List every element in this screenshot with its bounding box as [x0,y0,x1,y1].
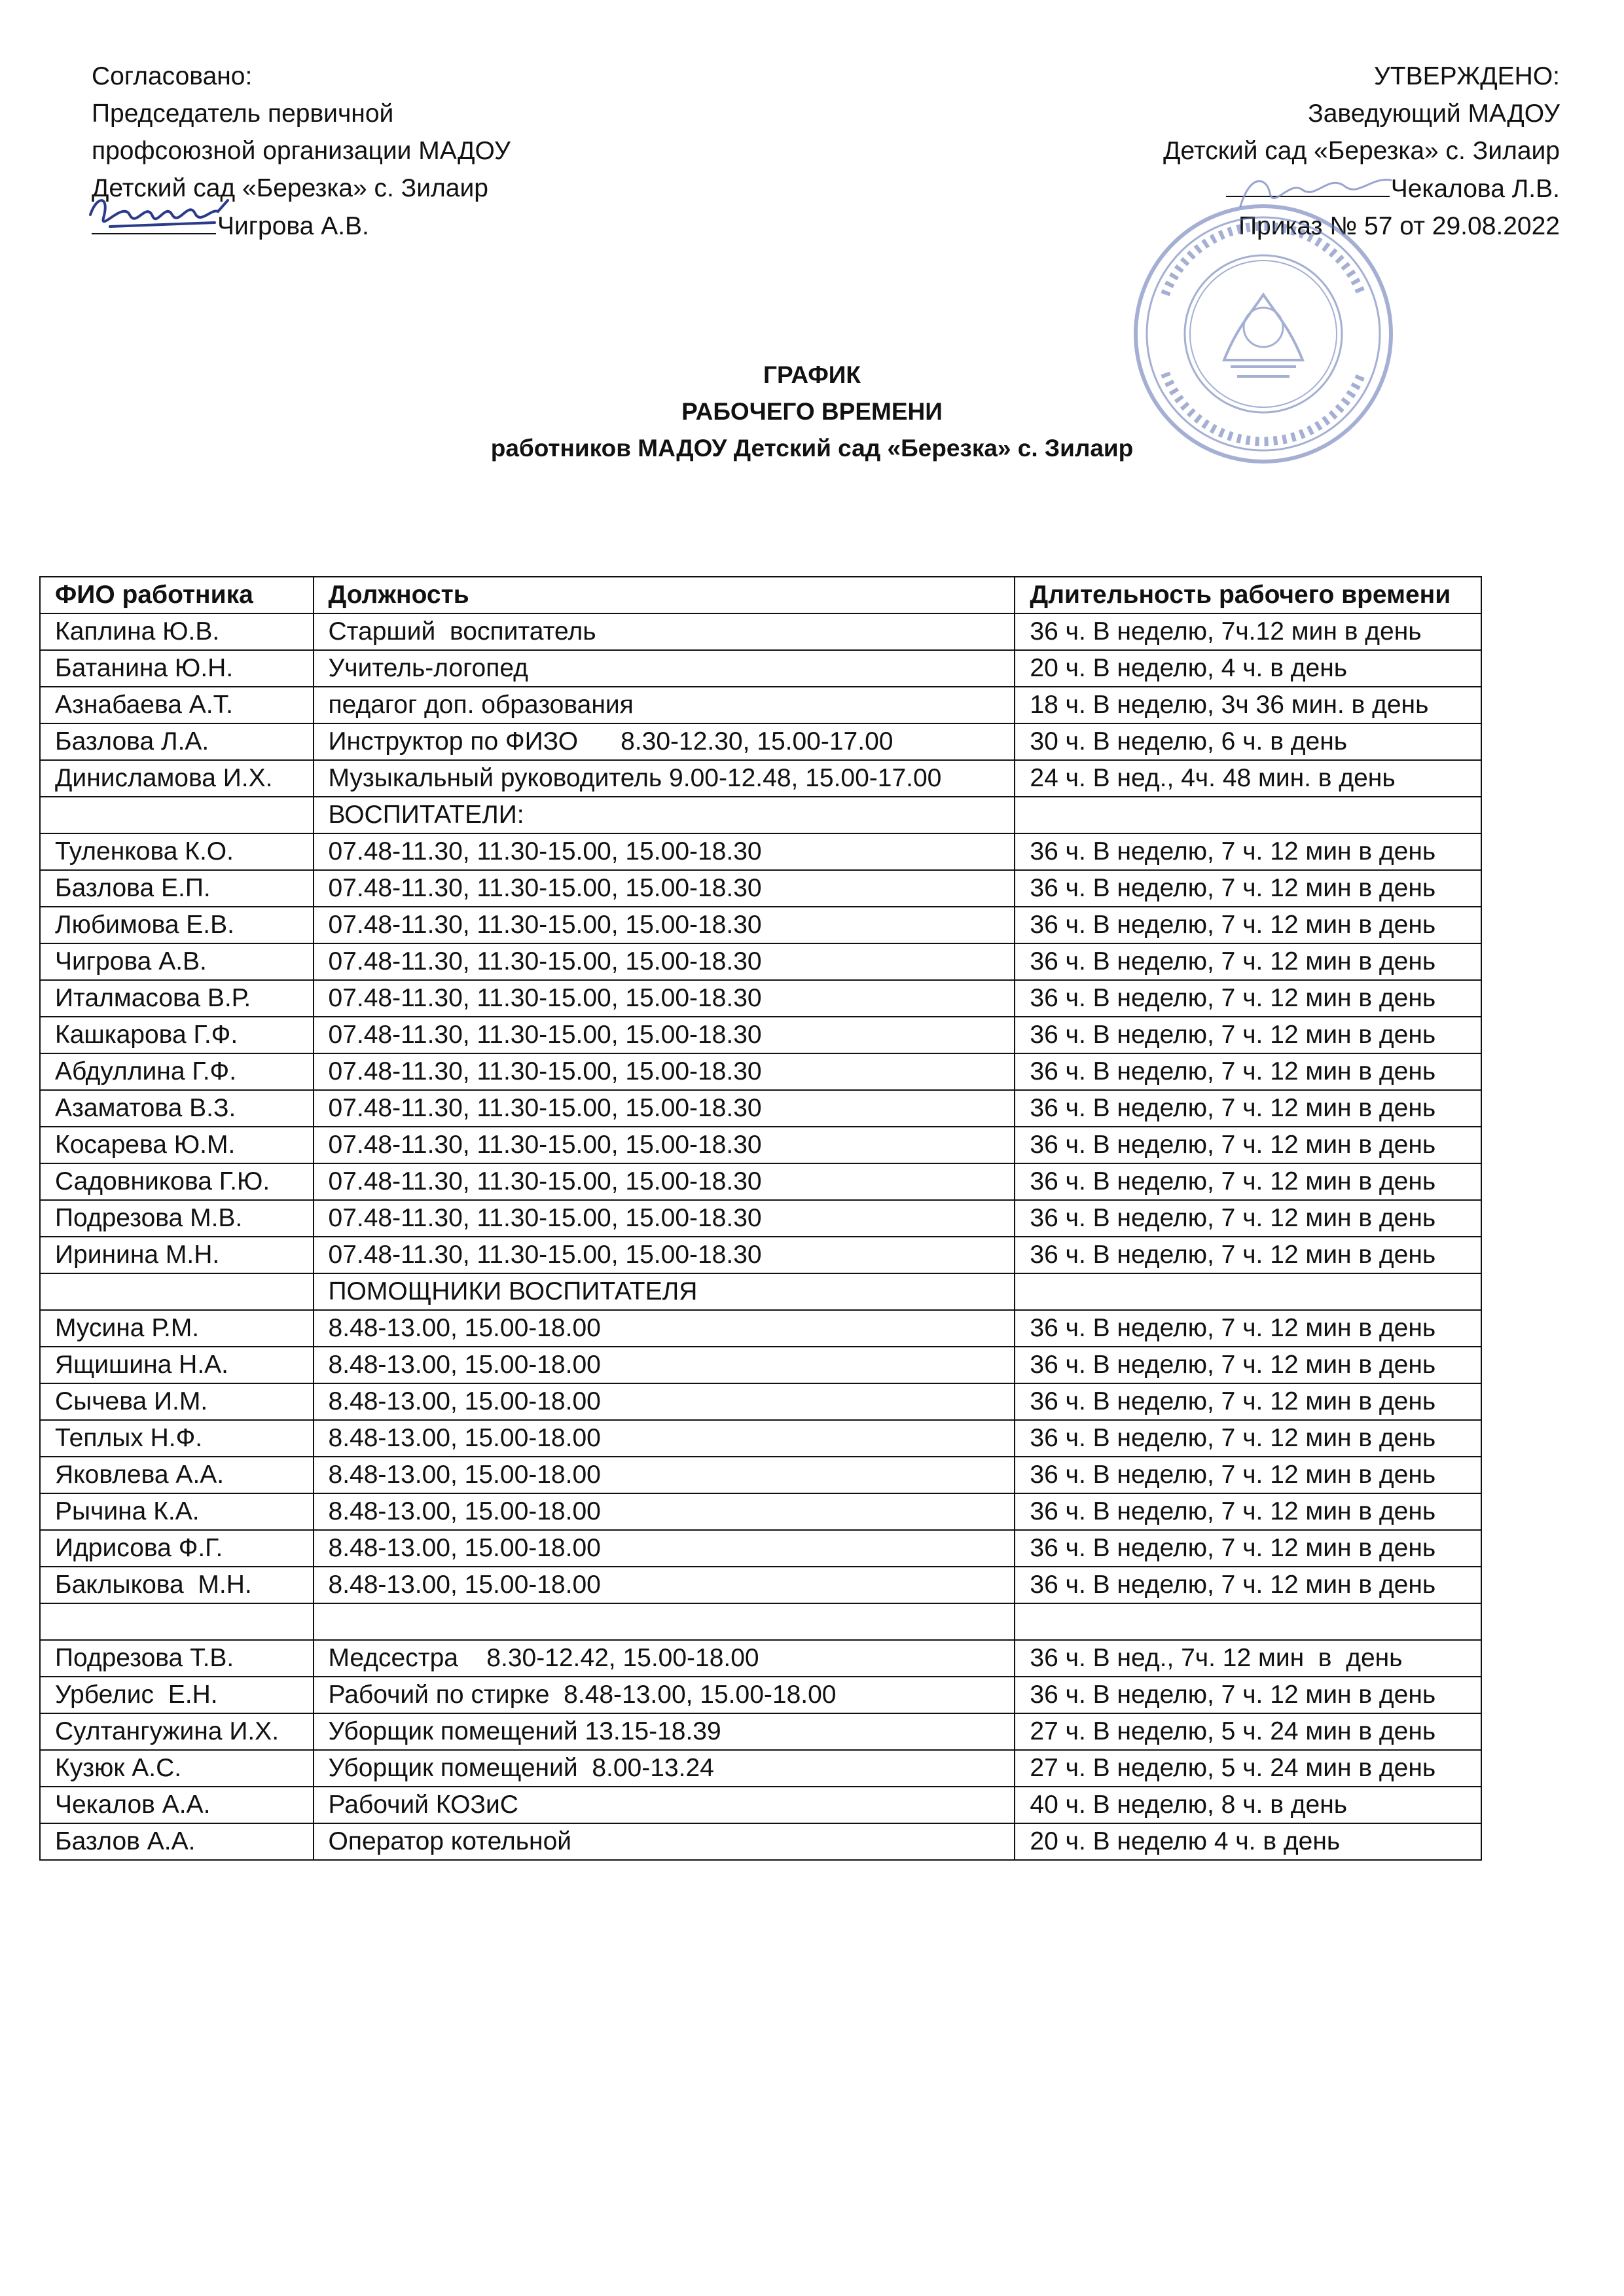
cell-name [40,1603,314,1640]
header-duration: Длительность рабочего времени [1015,577,1481,613]
cell-duration: 36 ч. В нед., 7ч. 12 мин в день [1015,1640,1481,1677]
cell-duration: 36 ч. В неделю, 7 ч. 12 мин в день [1015,907,1481,943]
cell-name: Идрисова Ф.Г. [40,1530,314,1567]
cell-duration: 36 ч. В неделю, 7 ч. 12 мин в день [1015,1237,1481,1273]
cell-name: Каплина Ю.В. [40,613,314,650]
agreement-heading: Согласовано: [92,62,253,90]
agreement-position-line1: Председатель первичной [92,100,394,128]
cell-position: 07.48-11.30, 11.30-15.00, 15.00-18.30 [314,833,1015,870]
cell-duration: 36 ч. В неделю, 7 ч. 12 мин в день [1015,1530,1481,1567]
table-row [40,1237,1481,1273]
table-row [40,760,1481,797]
cell-name [40,797,314,833]
cell-position: 07.48-11.30, 11.30-15.00, 15.00-18.30 [314,943,1015,980]
cell-duration: 36 ч. В неделю, 7 ч. 12 мин в день [1015,1017,1481,1053]
cell-duration: 36 ч. В неделю, 7 ч. 12 мин в день [1015,1420,1481,1457]
cell-position [314,1603,1015,1640]
title-line3: работников МАДОУ Детский сад «Березка» с. Зилаир [490,435,1134,462]
cell-duration: 36 ч. В неделю, 7 ч. 12 мин в день [1015,1053,1481,1090]
cell-position: Инструктор по ФИЗО 8.30-12.30, 15.00-17.00 [314,723,1015,760]
cell-position: Оператор котельной [314,1823,1015,1860]
cell-name: Италмасова В.Р. [40,980,314,1017]
cell-position: педагог доп. образования [314,687,1015,723]
cell-duration: 36 ч. В неделю, 7 ч. 12 мин в день [1015,1457,1481,1493]
cell-name: Батанина Ю.Н. [40,650,314,687]
cell-duration [1015,1273,1481,1310]
table-row [40,1420,1481,1457]
cell-position: 07.48-11.30, 11.30-15.00, 15.00-18.30 [314,1053,1015,1090]
cell-duration: 18 ч. В неделю, 3ч 36 мин. в день [1015,687,1481,723]
agreement-position-line3: Детский сад «Березка» с. Зилаир [92,174,488,202]
cell-position: 07.48-11.30, 11.30-15.00, 15.00-18.30 [314,1200,1015,1237]
table-row [40,1053,1481,1090]
cell-name: Азнабаева А.Т. [40,687,314,723]
cell-duration: 27 ч. В неделю, 5 ч. 24 мин в день [1015,1713,1481,1750]
cell-duration: 36 ч. В неделю, 7 ч. 12 мин в день [1015,1493,1481,1530]
cell-duration: 20 ч. В неделю, 4 ч. в день [1015,650,1481,687]
approval-block [1163,58,1560,245]
cell-duration: 36 ч. В неделю, 7 ч. 12 мин в день [1015,1090,1481,1127]
cell-name: Подрезова М.В. [40,1200,314,1237]
cell-name: Султангужина И.Х. [40,1713,314,1750]
cell-name: Динисламова И.Х. [40,760,314,797]
work-schedule-table [39,576,1482,1861]
cell-position: 8.48-13.00, 15.00-18.00 [314,1347,1015,1383]
table-row [40,687,1481,723]
cell-position: 8.48-13.00, 15.00-18.00 [314,1383,1015,1420]
signature-blank [92,207,216,234]
cell-position: Медсестра 8.30-12.42, 15.00-18.00 [314,1640,1015,1677]
cell-position: 07.48-11.30, 11.30-15.00, 15.00-18.30 [314,870,1015,907]
signature-blank [1226,170,1390,197]
cell-duration: 40 ч. В неделю, 8 ч. в день [1015,1787,1481,1823]
document-title [0,357,1624,467]
table-row [40,870,1481,907]
agreement-block [92,58,511,245]
approval-signatory: Чекалова Л.В. [1390,175,1560,203]
header-position: Должность [314,577,1015,613]
cell-name: Подрезова Т.В. [40,1640,314,1677]
header-name: ФИО работника [40,577,314,613]
cell-duration: 36 ч. В неделю, 7 ч. 12 мин в день [1015,1200,1481,1237]
cell-duration: 36 ч. В неделю, 7 ч. 12 мин в день [1015,1567,1481,1603]
table-row [40,1603,1481,1640]
table-row [40,723,1481,760]
table-row [40,1383,1481,1420]
cell-name: Баклыкова М.Н. [40,1567,314,1603]
table-row [40,1163,1481,1200]
table-row [40,1017,1481,1053]
cell-position: Старший воспитатель [314,613,1015,650]
cell-name: Чекалов А.А. [40,1787,314,1823]
cell-duration: 30 ч. В неделю, 6 ч. в день [1015,723,1481,760]
cell-position: Рабочий по стирке 8.48-13.00, 15.00-18.00 [314,1677,1015,1713]
cell-duration: 36 ч. В неделю, 7 ч. 12 мин в день [1015,1383,1481,1420]
table-row [40,797,1481,833]
cell-position: ВОСПИТАТЕЛИ: [314,797,1015,833]
table-row [40,1090,1481,1127]
cell-position: Уборщик помещений 8.00-13.24 [314,1750,1015,1787]
cell-name: Яковлева А.А. [40,1457,314,1493]
cell-position: 07.48-11.30, 11.30-15.00, 15.00-18.30 [314,1127,1015,1163]
cell-position: 07.48-11.30, 11.30-15.00, 15.00-18.30 [314,1090,1015,1127]
cell-duration: 36 ч. В неделю, 7 ч. 12 мин в день [1015,1310,1481,1347]
approval-heading: УТВЕРЖДЕНО: [1374,62,1560,90]
cell-name: Сычева И.М. [40,1383,314,1420]
table-row [40,1457,1481,1493]
cell-position: 8.48-13.00, 15.00-18.00 [314,1567,1015,1603]
cell-name: Мусина Р.М. [40,1310,314,1347]
table-row [40,1493,1481,1530]
table-row [40,1530,1481,1567]
table-row [40,1310,1481,1347]
cell-name: Базлова Е.П. [40,870,314,907]
cell-name: Азаматова В.З. [40,1090,314,1127]
table-row [40,1677,1481,1713]
cell-duration: 36 ч. В неделю, 7 ч. 12 мин в день [1015,1347,1481,1383]
cell-position: 07.48-11.30, 11.30-15.00, 15.00-18.30 [314,1163,1015,1200]
table-row [40,980,1481,1017]
cell-position: Уборщик помещений 13.15-18.39 [314,1713,1015,1750]
cell-name: Рычина К.А. [40,1493,314,1530]
table-row [40,1347,1481,1383]
cell-name: Садовникова Г.Ю. [40,1163,314,1200]
approval-position-line2: Детский сад «Березка» с. Зилаир [1163,137,1560,165]
table-row [40,1640,1481,1677]
cell-name: Ящишина Н.А. [40,1347,314,1383]
cell-name: Кашкарова Г.Ф. [40,1017,314,1053]
approval-order: Приказ № 57 от 29.08.2022 [1238,212,1560,240]
table-row [40,1787,1481,1823]
cell-position: 07.48-11.30, 11.30-15.00, 15.00-18.30 [314,907,1015,943]
cell-position: 07.48-11.30, 11.30-15.00, 15.00-18.30 [314,1017,1015,1053]
cell-duration [1015,1603,1481,1640]
cell-position: 8.48-13.00, 15.00-18.00 [314,1457,1015,1493]
cell-name [40,1273,314,1310]
cell-duration: 36 ч. В неделю, 7 ч. 12 мин в день [1015,1163,1481,1200]
agreement-signatory: Чигрова А.В. [217,212,369,240]
cell-duration: 36 ч. В неделю, 7ч.12 мин в день [1015,613,1481,650]
cell-name: Базлов А.А. [40,1823,314,1860]
table-row [40,943,1481,980]
table-row [40,1273,1481,1310]
table-row [40,1127,1481,1163]
cell-position: 8.48-13.00, 15.00-18.00 [314,1310,1015,1347]
table-row [40,1567,1481,1603]
table-row [40,833,1481,870]
cell-position: ПОМОЩНИКИ ВОСПИТАТЕЛЯ [314,1273,1015,1310]
cell-position: Учитель-логопед [314,650,1015,687]
table-row [40,1200,1481,1237]
cell-name: Теплых Н.Ф. [40,1420,314,1457]
cell-position: 07.48-11.30, 11.30-15.00, 15.00-18.30 [314,980,1015,1017]
cell-name: Кузюк А.С. [40,1750,314,1787]
cell-duration [1015,797,1481,833]
cell-name: Любимова Е.В. [40,907,314,943]
cell-duration: 36 ч. В неделю, 7 ч. 12 мин в день [1015,943,1481,980]
cell-duration: 27 ч. В неделю, 5 ч. 24 мин в день [1015,1750,1481,1787]
cell-duration: 36 ч. В неделю, 7 ч. 12 мин в день [1015,980,1481,1017]
cell-name: Иринина М.Н. [40,1237,314,1273]
table-row [40,1750,1481,1787]
cell-name: Абдуллина Г.Ф. [40,1053,314,1090]
approval-signature-line [1163,170,1560,208]
cell-name: Туленкова К.О. [40,833,314,870]
cell-duration: 24 ч. В нед., 4ч. 48 мин. в день [1015,760,1481,797]
cell-position: 8.48-13.00, 15.00-18.00 [314,1530,1015,1567]
cell-position: Рабочий КОЗиС [314,1787,1015,1823]
cell-duration: 36 ч. В неделю, 7 ч. 12 мин в день [1015,870,1481,907]
cell-name: Чигрова А.В. [40,943,314,980]
table-body [40,613,1481,1860]
agreement-signature-line [92,207,511,245]
cell-position: 8.48-13.00, 15.00-18.00 [314,1493,1015,1530]
cell-name: Косарева Ю.М. [40,1127,314,1163]
cell-position: 07.48-11.30, 11.30-15.00, 15.00-18.30 [314,1237,1015,1273]
table-row [40,613,1481,650]
cell-name: Урбелис Е.Н. [40,1677,314,1713]
table-row [40,650,1481,687]
cell-position: 8.48-13.00, 15.00-18.00 [314,1420,1015,1457]
table-header-row [40,577,1481,613]
agreement-position-line2: профсоюзной организации МАДОУ [92,137,511,165]
cell-duration: 36 ч. В неделю, 7 ч. 12 мин в день [1015,1127,1481,1163]
title-line1: ГРАФИК [763,361,861,388]
table-row [40,1713,1481,1750]
cell-duration: 36 ч. В неделю, 7 ч. 12 мин в день [1015,1677,1481,1713]
cell-name: Базлова Л.А. [40,723,314,760]
table-row [40,1823,1481,1860]
cell-duration: 20 ч. В неделю 4 ч. в день [1015,1823,1481,1860]
cell-position: Музыкальный руководитель 9.00-12.48, 15.00-17.00 [314,760,1015,797]
approval-position-line1: Заведующий МАДОУ [1308,100,1560,128]
title-line2: РАБОЧЕГО ВРЕМЕНИ [681,398,943,425]
table-row [40,907,1481,943]
cell-duration: 36 ч. В неделю, 7 ч. 12 мин в день [1015,833,1481,870]
